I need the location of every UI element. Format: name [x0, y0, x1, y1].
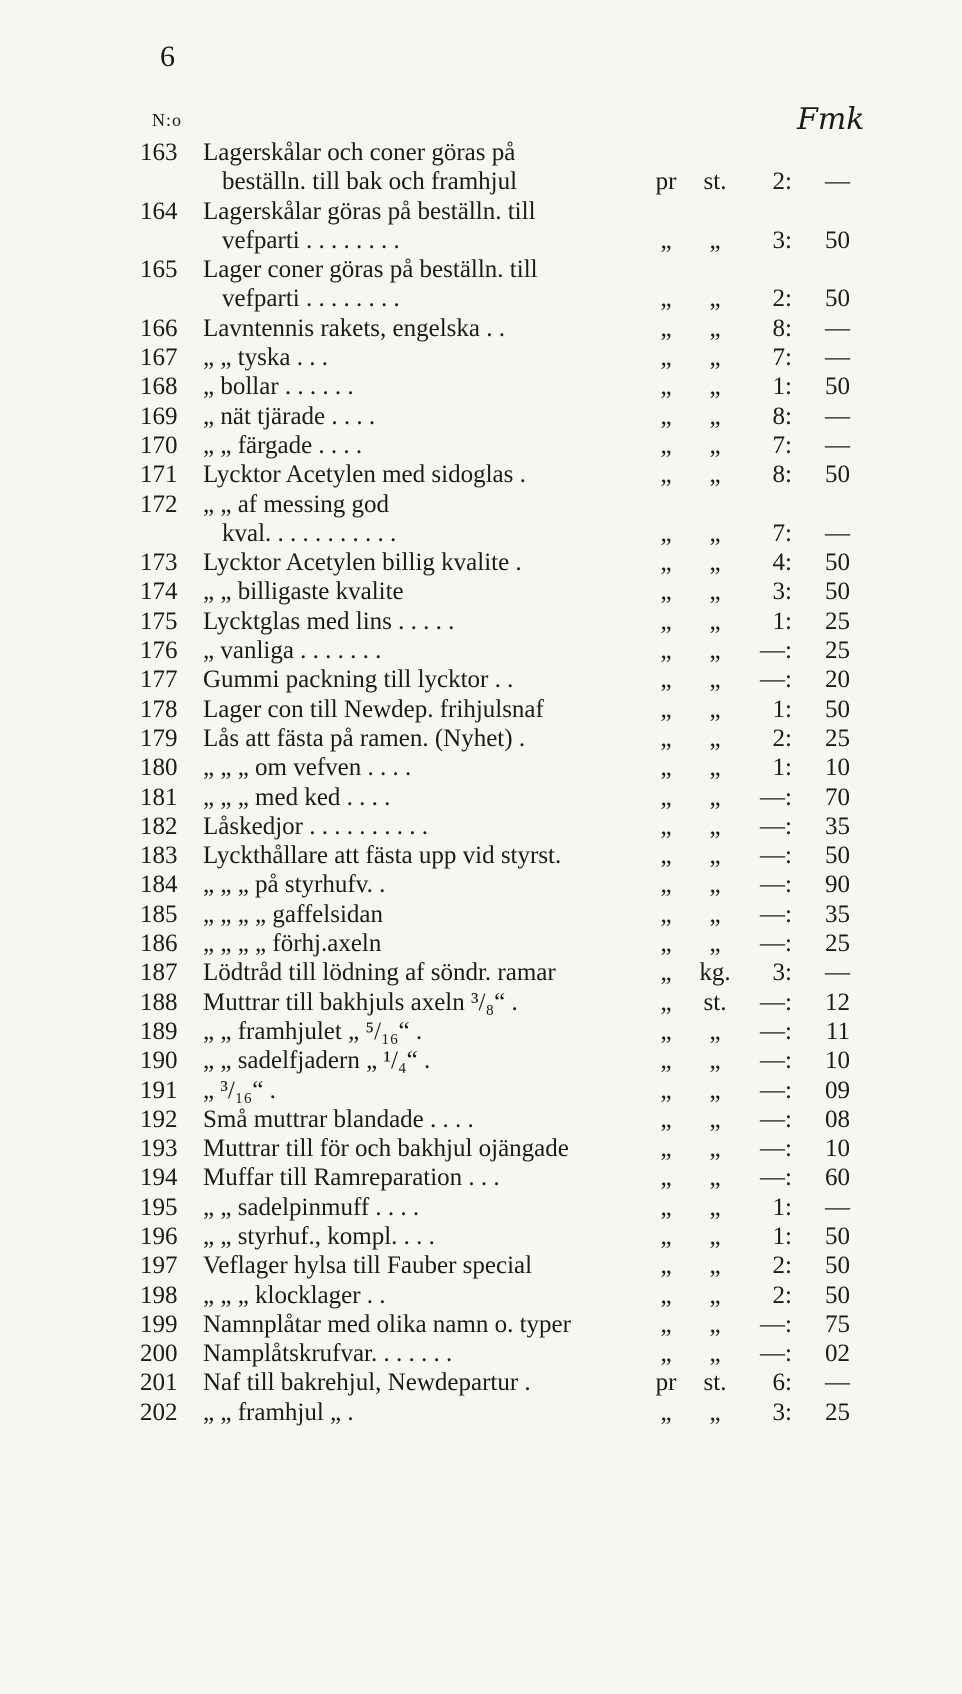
- item-description: Små muttrar blandade . . . .: [203, 1105, 474, 1133]
- item-description: Veflager hylsa till Fauber special: [203, 1252, 533, 1280]
- item-description: „ nät tjärade . . . .: [203, 402, 376, 430]
- price-marks: 7:: [772, 344, 792, 372]
- price-marks: 1:: [772, 373, 792, 401]
- price-list: [0, 138, 962, 1427]
- item-description: Gummi packning till lycktor . .: [203, 666, 514, 694]
- price-pennies: 35: [825, 812, 850, 840]
- price-pennies: 50: [825, 578, 850, 606]
- list-item: [0, 1398, 962, 1427]
- list-item: [0, 1339, 962, 1368]
- price-pennies: —: [825, 1193, 850, 1221]
- item-description: Muttrar till för och bakhjul ojängade: [203, 1135, 569, 1163]
- unit-prefix: „: [660, 226, 672, 254]
- price-marks: —:: [760, 666, 792, 694]
- unit-label: „: [709, 578, 721, 606]
- price-marks: 3:: [772, 1398, 792, 1426]
- item-description: „ „ styrhuf., kompl. . . .: [203, 1222, 435, 1250]
- price-pennies: 25: [825, 607, 850, 635]
- price-pennies: 50: [825, 461, 850, 489]
- price-pennies: 11: [825, 1017, 850, 1045]
- unit-prefix: „: [660, 1340, 672, 1368]
- unit-prefix: „: [660, 1135, 672, 1163]
- item-number: 191: [140, 1076, 178, 1104]
- price-marks: 2:: [772, 168, 792, 196]
- unit-label: „: [709, 900, 721, 928]
- item-description: Lagerskålar och coner göras på: [203, 139, 516, 166]
- price-marks: 3:: [772, 226, 792, 254]
- item-description: Lås att fästa på ramen. (Nyhet) .: [203, 724, 526, 752]
- price-pennies: 10: [825, 1047, 850, 1075]
- unit-prefix: „: [660, 1164, 672, 1192]
- unit-prefix: „: [660, 285, 672, 313]
- price-pennies: 50: [825, 695, 850, 723]
- item-number: 180: [140, 754, 178, 782]
- item-description: Lagerskålar göras på beställn. till: [203, 197, 536, 225]
- item-number: 202: [140, 1398, 178, 1426]
- item-description: „ „ billigaste kvalite: [203, 578, 404, 606]
- list-item: [0, 1281, 962, 1310]
- unit-prefix: „: [660, 783, 672, 811]
- price-marks: 3:: [772, 959, 792, 987]
- price-marks: 1:: [772, 695, 792, 723]
- item-number: 192: [140, 1105, 178, 1133]
- list-item: [0, 695, 962, 724]
- list-item: [0, 607, 962, 636]
- unit-label: „: [709, 285, 721, 313]
- price-marks: —:: [760, 988, 792, 1016]
- item-number: 184: [140, 871, 178, 899]
- item-number: 201: [140, 1369, 178, 1397]
- item-description: „ „ af messing god: [203, 490, 390, 518]
- price-pennies: 25: [825, 637, 850, 665]
- unit-label: st.: [703, 1369, 727, 1397]
- unit-prefix: „: [660, 1398, 672, 1426]
- unit-prefix: „: [660, 314, 672, 342]
- unit-label: „: [709, 812, 721, 840]
- price-marks: —:: [760, 812, 792, 840]
- price-pennies: 25: [825, 724, 850, 752]
- item-description: vefparti . . . . . . . .: [222, 285, 400, 313]
- price-marks: 6:: [772, 1369, 792, 1397]
- price-pennies: 10: [825, 754, 850, 782]
- list-item-continuation: [0, 519, 962, 548]
- item-number: 176: [140, 637, 178, 665]
- price-marks: —:: [760, 900, 792, 928]
- price-marks: —:: [760, 1164, 792, 1192]
- price-marks: 8:: [772, 461, 792, 489]
- unit-prefix: „: [660, 402, 672, 430]
- price-pennies: —: [825, 959, 850, 987]
- unit-prefix: „: [660, 1193, 672, 1221]
- price-marks: 1:: [772, 754, 792, 782]
- price-pennies: 08: [825, 1105, 850, 1133]
- list-item: [0, 1193, 962, 1222]
- unit-label: „: [709, 1076, 721, 1104]
- unit-prefix: „: [660, 724, 672, 752]
- price-pennies: 12: [825, 988, 850, 1016]
- item-number: 170: [140, 431, 178, 459]
- unit-label: „: [709, 519, 721, 547]
- price-marks: —:: [760, 1340, 792, 1368]
- unit-label: st.: [703, 988, 727, 1016]
- unit-prefix: „: [660, 900, 672, 928]
- price-pennies: —: [825, 431, 850, 459]
- unit-prefix: „: [660, 1017, 672, 1045]
- unit-prefix: „: [660, 578, 672, 606]
- price-marks: —:: [760, 930, 792, 958]
- item-number: 172: [140, 490, 178, 518]
- unit-prefix: „: [660, 871, 672, 899]
- list-item: [0, 1310, 962, 1339]
- item-description: „ „ „ „ förhj.axeln: [203, 930, 382, 958]
- item-description: „ „ sadelpinmuff . . . .: [203, 1193, 420, 1221]
- item-description: Lavntennis rakets, engelska . .: [203, 314, 505, 342]
- price-marks: —:: [760, 783, 792, 811]
- price-marks: —:: [760, 1076, 792, 1104]
- price-pennies: 50: [825, 1252, 850, 1280]
- list-item: [0, 197, 962, 226]
- price-pennies: —: [825, 168, 850, 196]
- list-item: [0, 402, 962, 431]
- unit-label: „: [709, 724, 721, 752]
- price-pennies: 50: [825, 1281, 850, 1309]
- unit-label: „: [709, 930, 721, 958]
- price-pennies: 35: [825, 900, 850, 928]
- item-number: 197: [140, 1252, 178, 1280]
- item-description: „ „ sadelfjadern „ ¹/₄“ .: [203, 1047, 431, 1075]
- list-item: [0, 1105, 962, 1134]
- item-description: „ „ framhjul „ .: [203, 1398, 354, 1426]
- item-description: „ „ tyska . . .: [203, 344, 328, 372]
- unit-prefix: „: [660, 930, 672, 958]
- price-marks: —:: [760, 637, 792, 665]
- price-marks: 2:: [772, 1252, 792, 1280]
- list-item: [0, 1368, 962, 1397]
- list-item: [0, 900, 962, 929]
- list-item: [0, 1134, 962, 1163]
- item-description: Lycktor Acetylen med sidoglas .: [203, 461, 526, 489]
- unit-label: „: [709, 754, 721, 782]
- unit-prefix: „: [660, 988, 672, 1016]
- unit-label: kg.: [699, 959, 731, 987]
- list-item: [0, 870, 962, 899]
- price-pennies: 02: [825, 1340, 850, 1368]
- list-item: [0, 665, 962, 694]
- unit-label: „: [709, 1017, 721, 1045]
- list-item: [0, 138, 962, 167]
- item-number: 185: [140, 900, 178, 928]
- unit-prefix: „: [660, 754, 672, 782]
- item-number: 181: [140, 783, 178, 811]
- item-description: „ „ „ med ked . . . .: [203, 783, 391, 811]
- item-number: 198: [140, 1281, 178, 1309]
- price-pennies: 20: [825, 666, 850, 694]
- item-number: 194: [140, 1164, 178, 1192]
- price-pennies: 50: [825, 285, 850, 313]
- item-number: 182: [140, 812, 178, 840]
- item-number: 200: [140, 1340, 178, 1368]
- list-item: [0, 1222, 962, 1251]
- unit-prefix: „: [660, 666, 672, 694]
- unit-label: „: [709, 549, 721, 577]
- item-description: „ bollar . . . . . .: [203, 373, 354, 401]
- item-description: „ „ „ om vefven . . . .: [203, 754, 412, 782]
- price-pennies: 90: [825, 871, 850, 899]
- list-item: [0, 1017, 962, 1046]
- item-number: 189: [140, 1017, 178, 1045]
- item-description: „ ³/₁₆“ .: [203, 1076, 276, 1104]
- price-marks: 7:: [772, 519, 792, 547]
- list-item: [0, 724, 962, 753]
- item-number: 168: [140, 373, 178, 401]
- unit-prefix: „: [660, 1047, 672, 1075]
- list-item: [0, 753, 962, 782]
- list-item: [0, 372, 962, 401]
- price-marks: —:: [760, 842, 792, 870]
- price-marks: 1:: [772, 1193, 792, 1221]
- item-description: Lager coner göras på beställn. till: [203, 256, 538, 284]
- price-marks: 4:: [772, 549, 792, 577]
- unit-label: „: [709, 1310, 721, 1338]
- unit-prefix: „: [660, 842, 672, 870]
- unit-label: „: [709, 1047, 721, 1075]
- unit-label: „: [709, 1222, 721, 1250]
- list-item: [0, 343, 962, 372]
- item-number: 195: [140, 1193, 178, 1221]
- item-description: „ „ „ „ gaffelsidan: [203, 900, 383, 928]
- list-item: [0, 1251, 962, 1280]
- list-item: [0, 548, 962, 577]
- list-item: [0, 783, 962, 812]
- unit-prefix: pr: [655, 168, 677, 196]
- unit-label: „: [709, 1398, 721, 1426]
- price-column-header: Fmk: [797, 102, 865, 137]
- price-pennies: 50: [825, 1222, 850, 1250]
- price-marks: —:: [760, 1105, 792, 1133]
- item-number: 175: [140, 607, 178, 635]
- item-description: „ „ färgade . . . .: [203, 431, 363, 459]
- item-number: 173: [140, 549, 178, 577]
- unit-prefix: „: [660, 1076, 672, 1104]
- unit-label: „: [709, 1193, 721, 1221]
- list-item: [0, 988, 962, 1017]
- item-description: Naf till bakrehjul, Newdepartur .: [203, 1369, 531, 1397]
- price-pennies: —: [825, 344, 850, 372]
- unit-label: „: [709, 842, 721, 870]
- item-description: Låskedjor . . . . . . . . . .: [203, 812, 428, 840]
- unit-label: „: [709, 1252, 721, 1280]
- price-marks: 7:: [772, 431, 792, 459]
- price-pennies: 50: [825, 842, 850, 870]
- price-pennies: —: [825, 314, 850, 342]
- item-number: 186: [140, 930, 178, 958]
- price-marks: —:: [760, 1047, 792, 1075]
- list-item: [0, 314, 962, 343]
- price-pennies: —: [825, 1369, 850, 1397]
- unit-label: „: [709, 1281, 721, 1309]
- price-marks: —:: [760, 1310, 792, 1338]
- item-number: 166: [140, 314, 178, 342]
- price-marks: 2:: [772, 724, 792, 752]
- item-number: 188: [140, 988, 178, 1016]
- price-pennies: 60: [825, 1164, 850, 1192]
- unit-label: „: [709, 871, 721, 899]
- unit-label: „: [709, 666, 721, 694]
- list-item: [0, 577, 962, 606]
- list-item: [0, 841, 962, 870]
- unit-label: „: [709, 373, 721, 401]
- unit-label: st.: [703, 168, 727, 196]
- price-pennies: 50: [825, 549, 850, 577]
- price-marks: 1:: [772, 1222, 792, 1250]
- unit-label: „: [709, 402, 721, 430]
- item-number: 163: [140, 139, 178, 166]
- price-marks: —:: [760, 1135, 792, 1163]
- page-number: 6: [160, 40, 175, 73]
- unit-prefix: „: [660, 461, 672, 489]
- item-description: Lycktor Acetylen billig kvalite .: [203, 549, 522, 577]
- unit-prefix: „: [660, 1310, 672, 1338]
- price-pennies: 70: [825, 783, 850, 811]
- list-item: [0, 1076, 962, 1105]
- price-pennies: 09: [825, 1076, 850, 1104]
- list-item: [0, 431, 962, 460]
- unit-label: „: [709, 1135, 721, 1163]
- list-item: [0, 490, 962, 519]
- list-item: [0, 636, 962, 665]
- unit-prefix: „: [660, 1252, 672, 1280]
- list-item-continuation: [0, 226, 962, 255]
- item-description: vefparti . . . . . . . .: [222, 226, 400, 254]
- unit-prefix: „: [660, 344, 672, 372]
- item-description: „ vanliga . . . . . . .: [203, 637, 382, 665]
- item-number: 169: [140, 402, 178, 430]
- unit-prefix: „: [660, 549, 672, 577]
- price-pennies: —: [825, 519, 850, 547]
- unit-label: „: [709, 607, 721, 635]
- unit-prefix: „: [660, 1281, 672, 1309]
- unit-prefix: „: [660, 1105, 672, 1133]
- unit-prefix: „: [660, 431, 672, 459]
- item-number: 190: [140, 1047, 178, 1075]
- item-description: Muffar till Ramreparation . . .: [203, 1164, 500, 1192]
- item-number: 183: [140, 842, 178, 870]
- list-item: [0, 255, 962, 284]
- price-marks: —:: [760, 871, 792, 899]
- price-marks: 8:: [772, 402, 792, 430]
- unit-label: „: [709, 344, 721, 372]
- unit-prefix: „: [660, 1222, 672, 1250]
- item-description: „ „ „ på styrhufv. .: [203, 871, 386, 899]
- price-pennies: 25: [825, 930, 850, 958]
- price-marks: 3:: [772, 578, 792, 606]
- list-item: [0, 958, 962, 987]
- price-pennies: —: [825, 402, 850, 430]
- item-number: 171: [140, 461, 178, 489]
- unit-label: „: [709, 431, 721, 459]
- unit-label: „: [709, 226, 721, 254]
- price-marks: —:: [760, 1017, 792, 1045]
- item-description: Namnplåtar med olika namn o. typer: [203, 1310, 571, 1338]
- list-item: [0, 812, 962, 841]
- item-number: 174: [140, 578, 178, 606]
- unit-label: „: [709, 1340, 721, 1368]
- price-pennies: 10: [825, 1135, 850, 1163]
- item-number: 193: [140, 1135, 178, 1163]
- item-description: beställn. till bak och framhjul: [222, 168, 518, 196]
- item-description: Lager con till Newdep. frihjulsnaf: [203, 695, 544, 723]
- unit-label: „: [709, 695, 721, 723]
- item-number: 177: [140, 666, 178, 694]
- price-pennies: 25: [825, 1398, 850, 1426]
- list-item: [0, 1163, 962, 1192]
- list-item: [0, 460, 962, 489]
- unit-prefix: „: [660, 695, 672, 723]
- unit-label: „: [709, 1105, 721, 1133]
- item-number: 164: [140, 197, 178, 225]
- item-number: 179: [140, 724, 178, 752]
- item-number: 199: [140, 1310, 178, 1338]
- number-column-header: N:o: [152, 110, 182, 130]
- item-description: Muttrar till bakhjuls axeln ³/₈“ .: [203, 988, 518, 1016]
- price-pennies: 50: [825, 373, 850, 401]
- item-description: Lödtråd till lödning af söndr. ramar: [203, 959, 556, 987]
- unit-prefix: „: [660, 373, 672, 401]
- item-number: 178: [140, 695, 178, 723]
- price-pennies: 50: [825, 226, 850, 254]
- item-description: Lycktglas med lins . . . . .: [203, 607, 455, 635]
- unit-prefix: pr: [655, 1369, 677, 1397]
- price-marks: 8:: [772, 314, 792, 342]
- unit-label: „: [709, 461, 721, 489]
- item-description: Lyckthållare att fästa upp vid styrst.: [203, 842, 562, 870]
- item-description: „ „ „ klocklager . .: [203, 1281, 386, 1309]
- list-item: [0, 929, 962, 958]
- item-description: „ „ framhjulet „ ⁵/₁₆“ .: [203, 1017, 423, 1045]
- unit-label: „: [709, 1164, 721, 1192]
- unit-prefix: „: [660, 637, 672, 665]
- item-number: 165: [140, 256, 178, 284]
- price-marks: 2:: [772, 1281, 792, 1309]
- item-description: kval. . . . . . . . . . .: [222, 519, 397, 547]
- unit-label: „: [709, 637, 721, 665]
- unit-prefix: „: [660, 607, 672, 635]
- item-description: Namplåtskrufvar. . . . . . .: [203, 1340, 453, 1368]
- unit-prefix: „: [660, 812, 672, 840]
- unit-prefix: „: [660, 959, 672, 987]
- item-number: 196: [140, 1222, 178, 1250]
- price-pennies: 75: [825, 1310, 850, 1338]
- price-marks: 2:: [772, 285, 792, 313]
- price-marks: 1:: [772, 607, 792, 635]
- unit-label: „: [709, 783, 721, 811]
- unit-prefix: „: [660, 519, 672, 547]
- item-number: 167: [140, 344, 178, 372]
- list-item: [0, 1046, 962, 1075]
- list-item-continuation: [0, 167, 962, 196]
- list-item-continuation: [0, 284, 962, 313]
- item-number: 187: [140, 959, 178, 987]
- unit-label: „: [709, 314, 721, 342]
